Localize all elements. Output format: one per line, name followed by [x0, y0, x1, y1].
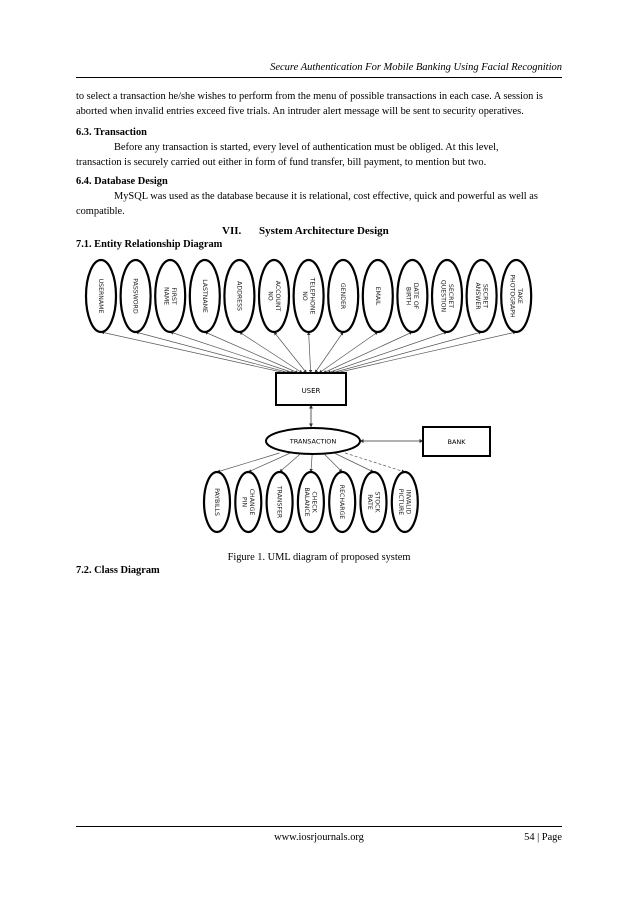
attribute-label: GENDER — [339, 282, 347, 310]
operation-label: RECHARGE — [338, 484, 346, 520]
figure-caption: Figure 1. UML diagram of proposed system — [227, 552, 411, 563]
transaction-label: TRANSACTION — [289, 437, 337, 446]
operation-connector — [334, 453, 373, 472]
attribute-connector — [136, 332, 290, 373]
attribute-label: FIRSTNAME — [162, 286, 177, 306]
operation-connector — [280, 453, 302, 472]
heading-6-4: 6.4. Database Design — [76, 176, 168, 187]
running-header: Secure Authentication For Mobile Banking Using Facial Recognition — [270, 62, 562, 73]
attribute-label: LASTNAME — [200, 279, 208, 313]
attribute-connector — [170, 332, 294, 373]
attribute-connector — [331, 332, 481, 373]
heading-6-3: 6.3. Transaction — [76, 127, 147, 138]
operation-label: INVALIDPICTURE — [397, 488, 412, 516]
attribute-connector — [315, 332, 343, 373]
section-vii-text: System Architecture Design — [259, 225, 389, 237]
attribute-connector — [327, 332, 447, 373]
footer-page-number: 54 | Page — [524, 832, 562, 843]
attribute-label: ACCOUNTNO — [266, 280, 281, 312]
attribute-label: TELEPHONENO — [300, 277, 316, 315]
attribute-connector — [205, 332, 298, 373]
operation-label: CHECKBALANCE — [303, 487, 318, 517]
transaction-line-1: Before any transaction is started, every level of authentication must be obliged. At this level, — [114, 142, 499, 153]
intro-line-2: aborted when invalid entries exceed five trials. An intruder alert message will be sent to security operatives. — [76, 106, 524, 117]
user-entity-label: USER — [301, 387, 321, 395]
attribute-label: SECRETQUESTION — [439, 279, 454, 313]
attribute-connector — [309, 332, 311, 373]
attribute-label: SECRETANSWER — [473, 282, 489, 310]
attribute-label: USERNAME — [97, 278, 104, 314]
heading-7-2: 7.2. Class Diagram — [76, 565, 160, 576]
attribute-label: DATE OFBIRTH — [404, 282, 420, 310]
database-line-2: compatible. — [76, 206, 125, 217]
operation-label: PAYBILLS — [213, 488, 220, 516]
section-vii-number: VII. — [222, 225, 242, 237]
heading-7-1: 7.1. Entity Relationship Diagram — [76, 239, 223, 250]
operation-connector — [311, 453, 312, 472]
attribute-connector — [336, 332, 517, 373]
intro-line-1: to select a transaction he/she wishes to perform from the menu of possible transactions in each case. A session is — [76, 91, 543, 102]
attribute-label: TAKEPHOTOGRAPH — [508, 274, 523, 318]
database-line-1: MySQL was used as the database because it is relational, cost effective, quick and powerful as well as — [114, 191, 538, 202]
operation-label: STOCKRATE — [365, 491, 381, 513]
attribute-connector — [239, 332, 302, 373]
footer-url: www.iosrjournals.org — [274, 832, 364, 843]
operation-label: TRANSFER — [275, 485, 283, 519]
footer-rule — [76, 826, 562, 827]
attribute-connector — [323, 332, 412, 373]
attribute-label: EMAIL — [373, 286, 381, 306]
attribute-connector — [274, 332, 307, 373]
attribute-label: PASSWORD — [131, 278, 139, 314]
attribute-connector — [101, 332, 286, 373]
attribute-label: ADDRESS — [235, 281, 243, 311]
attribute-connector — [319, 332, 378, 373]
operation-label: CHANGEPIN — [240, 488, 256, 516]
bank-entity-label: BANK — [447, 438, 466, 446]
transaction-line-2: transaction is securely carried out either in form of fund transfer, bill payment, to mention but two. — [76, 157, 487, 168]
